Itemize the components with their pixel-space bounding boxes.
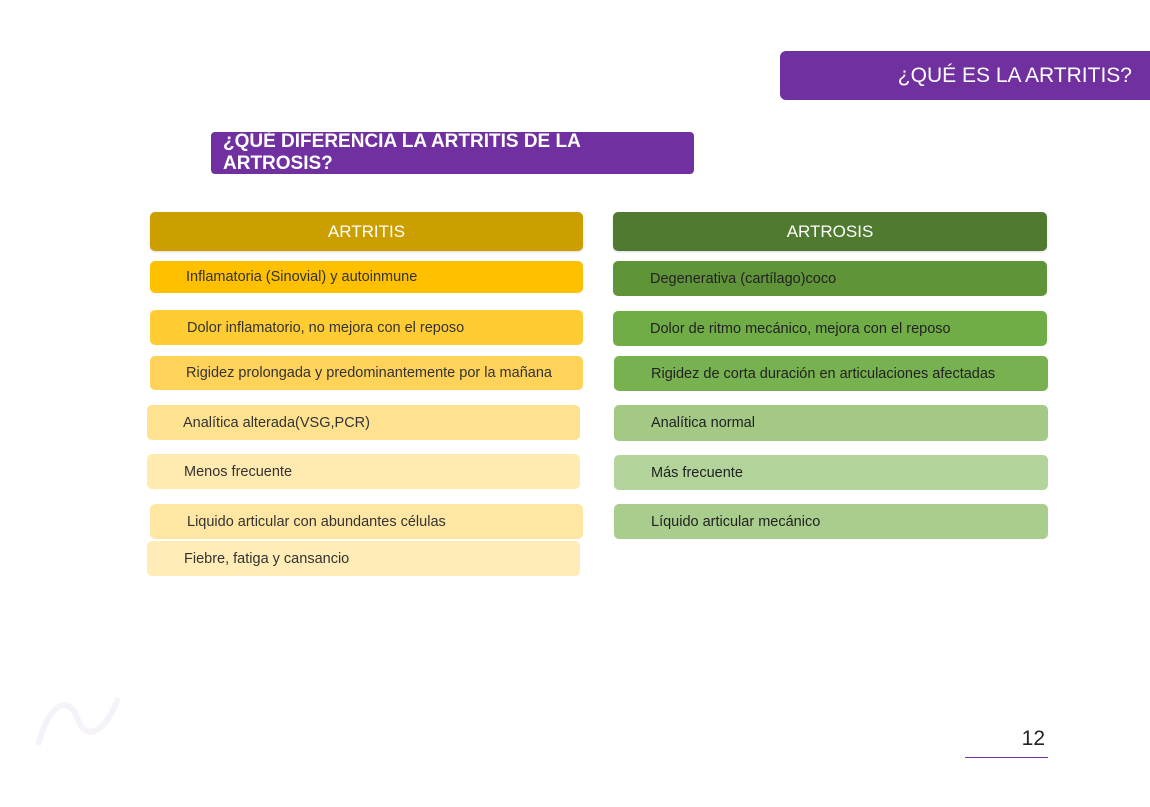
artritis-item [150, 504, 583, 539]
section-title-banner [211, 132, 694, 174]
artritis-item [147, 454, 580, 489]
artritis-column-header [150, 212, 583, 251]
page-header-title: ¿QUÉ ES LA ARTRITIS? [897, 63, 1132, 87]
artrosis-item-text: Más frecuente [651, 464, 743, 481]
artritis-item [150, 261, 583, 293]
artrosis-item-text: Degenerativa (cartílago)coco [650, 270, 837, 287]
artrosis-item [614, 405, 1048, 441]
artrosis-item [614, 455, 1048, 490]
artritis-item-text: Liquido articular con abundantes células [187, 513, 446, 530]
artritis-item [147, 405, 580, 440]
artritis-item [150, 310, 583, 345]
artrosis-item [613, 261, 1047, 296]
artrosis-column-title: ARTROSIS [786, 221, 874, 241]
artrosis-item [613, 311, 1047, 346]
page-number-underline [965, 757, 1048, 758]
artrosis-item-text: Rigidez de corta duración en articulaciones afectadas [651, 365, 996, 382]
artritis-item-text: Dolor inflamatorio, no mejora con el reposo [187, 319, 465, 336]
artrosis-item-text: Líquido articular mecánico [651, 513, 821, 530]
artritis-item-text: Analítica alterada(VSG,PCR) [183, 414, 370, 431]
artrosis-item [614, 356, 1048, 391]
artritis-column-title: ARTRITIS [327, 221, 406, 241]
artritis-item [150, 356, 583, 390]
artrosis-item-text: Dolor de ritmo mecánico, mejora con el reposo [650, 320, 951, 337]
artritis-item-text: Menos frecuente [184, 463, 293, 480]
artritis-item-text: Rigidez prolongada y predominantemente por la mañana [186, 365, 552, 381]
artrosis-column-header [613, 212, 1047, 251]
artritis-item-text: Inflamatoria (Sinovial) y autoinmune [186, 269, 418, 285]
page-number: 12 [1021, 727, 1045, 750]
artritis-item-text: Fiebre, fatiga y cansancio [184, 550, 350, 567]
page-header-banner [780, 51, 1150, 100]
artritis-item [147, 541, 580, 576]
artrosis-item-text: Analítica normal [651, 415, 755, 431]
section-title: ¿QUÉ DIFERENCIA LA ARTRITIS DE LA ARTROSIS? [223, 131, 581, 174]
artrosis-item [614, 504, 1048, 539]
watermark-logo [30, 690, 125, 750]
